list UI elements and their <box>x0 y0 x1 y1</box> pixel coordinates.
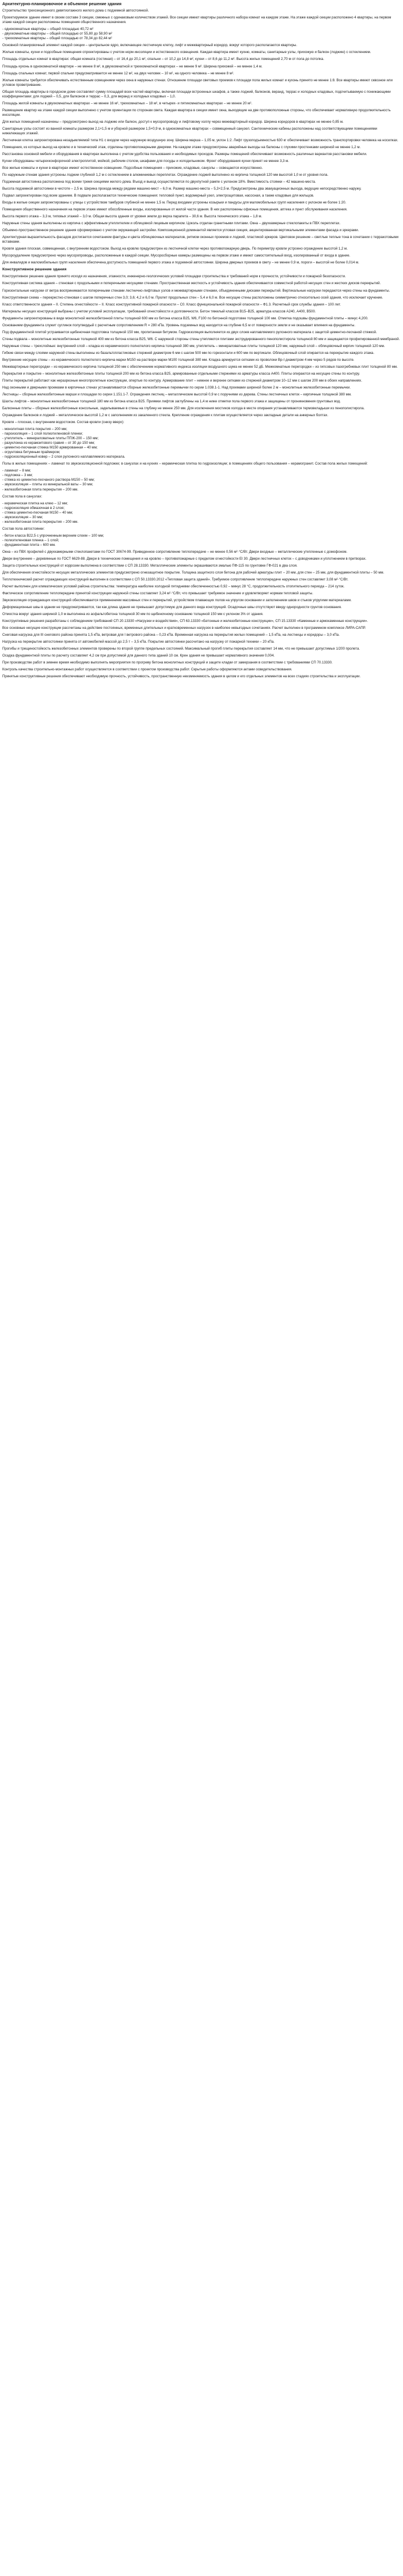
paragraph: Фактическое сопротивление теплопередаче принятой конструкции наружной стены составляет 3,24 м²·°С/Вт, что превышает требуемое значение и удовлетворяет нормам тепловой защиты. <box>2 591 313 596</box>
paragraph: Осадка фундаментной плиты по расчету составляет 4,2 см при допустимой для данного типа зданий 10 см. Крен здания не превышает нормативного значения 0,004. <box>2 654 275 658</box>
list-item: - стяжка из цементно-песчаного раствора М150 – 50 мм; <box>2 478 95 482</box>
paragraph: Окна – из ПВХ профилей с двухкамерными стеклопакетами по ГОСТ 30674-99. Приведенное сопротивление теплопередаче – не менее 0,56 м²·°С/Вт. Двери входные – металлические утепленные с домофоном. <box>2 549 348 554</box>
paragraph: По наружным стенам здания устроены лоджии глубиной 1,2 м с остеклением в алюминиевых переплетах. Ограждение лоджий выполнено из кирпича толщиной 120 мм высотой 1,0 м от уровня пола. <box>2 173 329 178</box>
paragraph: Расчет выполнен для климатических условий района строительства: температура наиболее холодной пятидневки обеспеченностью 0,92 – минус 28 °С, продолжительность отопительного периода – 214 суток. <box>2 584 345 589</box>
paragraph: Наружные стены здания выполнены из кирпича с эффективным утеплителем и облицовкой лицевым кирпичом. Цоколь отделан гранитными плитами. Окна – двухкамерные стеклопакеты в ПВХ переплетах. <box>2 221 341 226</box>
paragraph: Жилые комнаты требуется обеспечивать естественным освещением через окна в наружных стенах. Отношение площади световых проемов к площади пола жилых комнат и кухонь принято не менее 1:8. Все квартиры имеют сквозное или угловое проветривание. <box>2 78 393 87</box>
paragraph: Наружные стены – трехслойные: внутренний слой – кладка из керамического полнотелого кирпича толщиной 380 мм, утеплитель – минераловатные плиты толщиной 120 мм, наружный слой – облицовочный кирпич толщиной 120 мм. <box>2 344 385 348</box>
section-heading: Конструктивное решение здания <box>2 267 67 272</box>
paragraph: Общая площадь квартиры в городском доме составляет сумму площадей всех частей квартиры, включая площади встроенных шкафов, а также лоджий, балконов, веранд, террас и холодных кладовых, подсчитываемую с понижающими коэффициентами: для лоджий – 0,5, для балконов и террас – 0,3, для веранд и холодных кладовых – 1,0. <box>2 89 391 99</box>
paragraph: Входы в жилые секции запроектированы с улицы с устройством тамбуров глубиной не менее 1,5 м. Перед входами устроены козырьки и пандусы для маломобильных групп населения с уклоном не более 1:20. <box>2 201 347 205</box>
paragraph: Отмостка вокруг здания шириной 1,0 м выполнена из асфальтобетона толщиной 30 мм по щебеночному основанию толщиной 150 мм с уклоном 3% от здания. <box>2 612 264 617</box>
list-item: - гидроизоляция обмазочная в 2 слоя; <box>2 506 65 510</box>
paragraph: Строительство трехсекционного девятиэтажного жилого дома с подземной автостоянкой. <box>2 9 149 13</box>
paragraph: Площадь отдельных комнат в квартирах: общая комната (гостиная) – от 16,4 до 20,1 м², спальни – от 10,2 до 14,8 м², кухни – от 8,6 до 11,2 м². Высота жилых помещений 2,70 м от пола до потолка. <box>2 57 324 62</box>
paragraph: Деформационные швы в здании не предусматриваются, так как длина здания не превышает допустимую для данного вида конструкций. Осадочные швы отсутствуют ввиду однородности грунтов основания. <box>2 605 342 610</box>
list-item: - звукоизоляция – 30 мм; <box>2 515 43 519</box>
paragraph: Кровля – плоская, с внутренним водостоком. Состав кровли (снизу вверх): <box>2 420 124 425</box>
paragraph: Двери внутренние – деревянные по ГОСТ 6629-88. Двери в технические помещения и на кровлю – противопожарные с пределом огнестойкости EI 30. Двери лестничных клеток – с доводчиками и уплотнением в притворах. <box>2 556 367 561</box>
paragraph: Полы в жилых помещениях – ламинат по звукоизоляционной подложке; в санузлах и на кухнях – керамическая плитка по гидроизоляции; в помещениях общего пользования – керамогранит. Состав пола жилых помещений: <box>2 462 368 466</box>
paragraph: Лестничная клетка запроектирована незадымляемой типа Н1 с входом через наружную воздушную зону. Ширина марша – 1,05 м, уклон 1:2. Лифт грузоподъемностью 630 кг обеспечивает возможность транспортировки человека на носилках. <box>2 138 398 142</box>
paragraph: Конструктивная схема – перекрестно-стеновая с шагом поперечных стен 3,0; 3,6; 4,2 и 6,0 м. Пролет продольных стен – 5,4 и 6,0 м. Все несущие стены расположены симметрично относительно осей здания, что исключает кручение. <box>2 295 383 300</box>
paragraph: Класс ответственности здания – II. Степень огнестойкости – II. Класс конструктивной пожарной опасности – С0. Класс функциональной пожарной опасности – Ф1.3. Расчетный срок службы здания – 100 лет. <box>2 302 341 307</box>
paragraph: Звукоизоляция ограждающих конструкций обеспечивается применением массивных стен и перекрытий, устройством плавающих полов на упругом основании и заполнением швов и стыков упругими материалами. <box>2 598 352 603</box>
paragraph: Нагрузка на перекрытие автостоянки принята от автомобилей массой до 2,5 т – 3,5 кПа. Покрытие автостоянки рассчитано на нагрузку от пожарной техники – 20 кПа. <box>2 640 275 644</box>
article-body <box>2 9 401 679</box>
paragraph: Под фундаментной плитой устраивается щебеночная подготовка толщиной 150 мм, пропитанная битумом. Гидроизоляция выполняется из двух слоев наплавляемого рулонного материала с защитой цементно-песчаной стяжкой. <box>2 330 377 334</box>
paragraph: Состав пола в санузлах: <box>2 494 43 499</box>
paragraph: Санитарные узлы состоят из ванной комнаты размером 2,1×1,5 м и уборной размером 1,5×0,9 м, в однокомнатных квартирах – совмещенный санузел. Сантехнические кабины расположены над соответствующими помещениями нижележащих этажей. <box>2 126 378 135</box>
list-item: - разуклонка из керамзитового гравия – от 30 до 150 мм; <box>2 441 95 446</box>
paragraph: Горизонтальные нагрузки от ветра воспринимаются поперечными стенами лестнично-лифтовых узлов и межквартирными стенами, объединенными дисками перекрытий. Вертикальные нагрузки передаются через стены на фундаменты. <box>2 288 390 293</box>
paragraph: Прогибы и трещиностойкость железобетонных элементов проверены по второй группе предельных состояний. Максимальный прогиб плиты перекрытия составляет 14 мм, что не превышает допустимых 1/200 пролета. <box>2 647 360 651</box>
list-item: - полиэтиленовая пленка – 1 слой; <box>2 538 59 542</box>
paragraph: Контроль качества строительно-монтажных работ осуществляется в соответствии с проектом производства работ. Скрытые работы оформляются актами освидетельствования. <box>2 667 292 672</box>
list-item: - керамическая плитка на клею – 12 мм; <box>2 501 68 506</box>
paragraph: Площадь спальных комнат, первой спальни предусматривается не менее 12 м², на двух человек – 10 м², на одного человека – не менее 8 м². <box>2 71 234 76</box>
paragraph: Помещения, из которых выход на кровлю и в технический этаж, отделены противопожарными дверями. На каждом этаже предусмотрены аварийные выходы на балконы с глухими простенками шириной не менее 1,2 м. <box>2 145 361 149</box>
paragraph: Расстановка основной мебели и оборудования в квартирах выполнена с учетом удобства пользования и необходимых проходов. Размеры помещений обеспечивают возможность различных вариантов расстановки мебели. <box>2 152 367 156</box>
list-item: - огрунтовка битумным праймером; <box>2 450 60 455</box>
paragraph: Проектируемое здание имеет в своем составе 3 секции, смежных с одинаковым количеством этажей. Все секции имеют квартиры различного набора комнат на каждом этаже. На этаже каждой секции расположено 4 квартиры, на первом этаже каждой секции расположены помещения общественного назначения. <box>2 16 391 25</box>
paragraph: Для жилых помещений назначены – предусмотрено выход на лоджию или балкон, доступ к мусоропроводу и лифтовому холлу через межквартирный коридор. Ширина коридоров в квартирах не менее 0,85 м. <box>2 119 344 124</box>
list-item: - стяжка цементно-песчаная М150 – 40 мм; <box>2 510 73 515</box>
paragraph: Мусороудаление предусмотрено через мусоропроводы, расположенные в каждой секции. Мусоросборные камеры размещены на первом этаже и имеют самостоятельный вход, изолированный от входа в здание. <box>2 254 351 258</box>
paragraph: Кровля здания плоская, совмещенная, с внутренним водостоком. Выход на кровлю предусмотрен из лестничной клетки через противопожарную дверь. По периметру кровли устроено ограждение высотой 1,2 м. <box>2 247 348 251</box>
paragraph: Балконные плиты – сборные железобетонные консольные, заделываемые в стены на глубину не менее 250 мм. Для исключения мостиков холода в месте опирания устанавливаются термовкладыши из пенополистирола. <box>2 406 365 411</box>
paragraph: Состав пола автостоянки: <box>2 526 45 531</box>
document <box>0 0 403 685</box>
list-item: - подложка – 3 мм; <box>2 473 33 478</box>
page-title: Архитектурно-планировочное и объемное решение здания <box>2 2 122 6</box>
paragraph: Принятые конструктивные решения обеспечивают необходимую прочность, устойчивость, пространственную неизменяемость здания в целом и его отдельных элементов на всех стадиях строительства и эксплуатации. <box>2 674 361 679</box>
paragraph: Лестницы – сборные железобетонные марши и площадки по серии 1.151.1-7. Ограждения лестниц – металлические высотой 0,9 м с поручнями из дерева. Стены лестничных клеток – кирпичные толщиной 380 мм. <box>2 392 352 397</box>
paragraph: Все жилые комнаты и кухни в квартирах имеют естественное освещение. Подсобные помещения – прихожие, кладовые, санузлы – освещаются искусственно. <box>2 166 263 171</box>
paragraph: При производстве работ в зимнее время необходимо выполнять мероприятия по прогреву бетона монолитных конструкций и защите кладки от замерзания в соответствии с требованиями СП 70.13330. <box>2 661 333 665</box>
list-item: - трехкомнатные квартиры – общей площадью от 78,34 до 82,44 м² <box>2 36 112 41</box>
paragraph: Высота подземной автостоянки в чистоте – 2,5 м. Ширина проезда между рядами машино-мест – 6,0 м. Размер машино-места – 5,3×2,5 м. Предусмотрены два эвакуационных выхода, ведущие непосредственно наружу. <box>2 187 362 191</box>
list-item: - однокомнатные квартиры – общей площадью 40,72 м² <box>2 27 94 32</box>
list-item: - цементно-песчаная стяжка М150 армированная – 40 мм; <box>2 446 98 450</box>
list-item: - звукоизоляция – плиты из минеральной ваты – 30 мм; <box>2 482 93 487</box>
paragraph: Конструктивная система здания – стеновая с продольными и поперечными несущими стенами. Пространственная жесткость и устойчивость здания обеспечиваются совместной работой несущих стен и жестких дисков перекрытий. <box>2 281 381 286</box>
list-item: - монолитная плита покрытия – 200 мм; <box>2 427 67 432</box>
paragraph: Фундаменты запроектированы в виде монолитной железобетонной плиты толщиной 600 мм из бетона класса B25, W6, F100 по бетонной подготовке толщиной 100 мм. Отметка подошвы фундаментной плиты – минус 4,200. <box>2 316 368 320</box>
paragraph: Межквартирные перегородки – из керамического кирпича толщиной 250 мм с обеспечением нормативного индекса изоляции воздушного шума не менее 52 дБ. Межкомнатные перегородки – из гипсовых пазогребневых плит толщиной 80 мм. <box>2 364 398 369</box>
paragraph: Гибкие связи между слоями наружной стены выполнены из базальтопластиковых стержней диаметром 6 мм с шагом 500 мм по горизонтали и 600 мм по вертикали. Облицовочный слой опирается на перекрытие каждого этажа. <box>2 350 375 355</box>
paragraph: Помещения общественного назначения на первом этаже имеют обособленные входы, изолированные от жилой части здания. В них расположены офисные помещения, аптека и пункт обслуживания населения. <box>2 208 348 212</box>
paragraph: Подвал запроектирован под всем зданием. В подвале располагаются технические помещения: тепловой пункт, водомерный узел, электрощитовая, насосная, а также кладовые для жильцов. <box>2 194 314 198</box>
list-item: - железобетонная плита перекрытия – 200 мм. <box>2 519 78 524</box>
list-item: - фундаментная плита – 600 мм. <box>2 542 56 547</box>
list-item: - бетон класса B22,5 с упрочненным верхним слоем – 100 мм; <box>2 533 104 538</box>
paragraph: Для обеспечения огнестойкости несущих металлических элементов предусмотрено огнезащитное покрытие. Толщина защитного слоя бетона для рабочей арматуры плит – 20 мм, для стен – 25 мм, для фундаментной плиты – 50 мм. <box>2 570 385 575</box>
paragraph: Все основные несущие конструкции рассчитаны на действие постоянных, временных длительных и кратковременных нагрузок в наиболее невыгодных сочетаниях. Расчет выполнен в программном комплексе ЛИРА-САПР. <box>2 626 366 631</box>
paragraph: Жилые комнаты, кухни и подсобные помещения спроектированы с учетом норм инсоляции и естественного освещения. Каждая квартира имеет кухню, комнаты, санитарные узлы, прихожую и балкон (лоджию) с остеклением. <box>2 50 371 55</box>
paragraph: Стены подвала – монолитные железобетонные толщиной 400 мм из бетона класса B25, W6. С наружной стороны стены утепляются плитами экструдированного пенополистирола толщиной 80 мм и защищаются профилированной мембраной. <box>2 337 400 341</box>
paragraph: Внутренние несущие стены – из керамического полнотелого кирпича марки М150 на растворе марки М100 толщиной 380 мм. Кладка армируется сетками из проволоки Вр-I диаметром 4 мм через 5 рядов по высоте. <box>2 357 355 362</box>
paragraph: Материалы несущих конструкций выбраны с учетом условий эксплуатации, требований огнестойкости и долговечности. Бетон тяжелый классов B15–B25, арматура классов А240, А400, В500. <box>2 309 316 314</box>
paragraph: Конструктивные решения разработаны с соблюдением требований СП 20.13330 «Нагрузки и воздействия», СП 63.13330 «Бетонные и железобетонные конструкции», СП 15.13330 «Каменные и армокаменные конструкции». <box>2 619 368 624</box>
paragraph: Для инвалидов и маломобильных групп населения обеспечена доступность помещений первого этажа и подземной автостоянки. Ширина дверных проемов в свету – не менее 0,9 м, пороги – высотой не более 0,014 м. <box>2 261 359 265</box>
paragraph: Высота первого этажа – 3,3 м, типовых этажей – 3,0 м. Общая высота здания от уровня земли до верха парапета – 30,6 м. Высота технического этажа – 1,8 м. <box>2 214 263 219</box>
list-item: - железобетонная плита перекрытия – 200 мм. <box>2 487 78 492</box>
paragraph: Размещение квартир на этаже каждой секции выполнено с учетом ориентации по сторонам света. Каждая квартира в секции имеет окна, выходящие на две противоположные стороны, что обеспечивает нормативную продолжительность инсоляции. <box>2 108 391 117</box>
list-item: - пароизоляция – 1 слой полиэтиленовой пленки; <box>2 432 83 436</box>
paragraph: Теплотехнический расчет ограждающих конструкций выполнен в соответствии с СП 50.13330.2012 «Тепловая защита зданий». Требуемое сопротивление теплопередаче наружных стен составляет 3,08 м²·°С/Вт. <box>2 577 348 582</box>
paragraph: Защита строительных конструкций от коррозии выполнена в соответствии с СП 28.13330. Металлические элементы окрашиваются эмалью ПФ-115 по грунтовке ГФ-021 в два слоя. <box>2 563 298 568</box>
paragraph: Объемно-пространственное решение здания сформировано с учетом окружающей застройки. Композиционной доминантой является угловая секция, акцентированная вертикальными элементами фасада и эркерами. <box>2 228 359 233</box>
list-item: - ламинат – 8 мм; <box>2 469 31 473</box>
paragraph: Перекрытия и покрытие – монолитные железобетонные плиты толщиной 200 мм из бетона класса B25, армированные отдельными стержнями из арматуры класса А400. Плиты опираются на несущие стены по контуру. <box>2 371 360 376</box>
paragraph: Архитектурная выразительность фасадов достигается сочетанием фактуры и цвета облицовочных материалов, ритмом оконных проемов и лоджий, пластикой эркеров. Цветовое решение – светлые теплые тона в сочетании с терракотовыми вставками. <box>2 235 399 244</box>
paragraph: Плиты перекрытий работают как неразрезные многопролетные конструкции, опертые по контуру. Армирование плит – нижнее и верхнее сетками из стержней диаметром 10–12 мм с шагом 200 мм в обоих направлениях. <box>2 378 362 383</box>
paragraph: Подземная автостоянка расположена под всеми тремя секциями жилого дома. Въезд и выезд осуществляются по двухпутной рампе с уклоном 18%. Вместимость стоянки – 42 машино-места. <box>2 180 316 184</box>
paragraph: Ограждение балконов и лоджий – металлическое высотой 1,2 м с заполнением из закаленного стекла. Крепление ограждения к плитам осуществляется через закладные детали на анкерных болтах. <box>2 413 329 418</box>
list-item: - двухкомнатные квартиры – общей площадью от 55,80 до 58,90 м² <box>2 32 112 36</box>
paragraph: Конструктивное решение здания принято исходя из назначения, этажности, инженерно-геологических условий площадки строительства и требований норм к прочности, устойчивости и пожарной безопасности. <box>2 274 346 279</box>
paragraph: Снеговая нагрузка для III снегового района принята 1,5 кПа, ветровая для I ветрового района – 0,23 кПа. Временная нагрузка на перекрытия жилых помещений – 1,5 кПа, на лестницы и коридоры – 3,0 кПа. <box>2 633 340 638</box>
paragraph: Основанием фундамента служит суглинок полутвердый с расчетным сопротивлением R = 280 кПа. Уровень подземных вод находится на глубине 6,5 м от поверхности земли и не оказывает влияния на фундаменты. <box>2 323 356 327</box>
paragraph: Кухни оборудованы четырехконфорочной электроплитой, мойкой, рабочим столом, шкафами для посуды и холодильником. Фронт оборудования кухни принят не менее 3,3 м. <box>2 159 289 163</box>
paragraph: Площадь кухонь в однокомнатной квартире – не менее 8 м², в двухкомнатной и трехкомнатной квартирах – не менее 9 м². Ширина прихожей – не менее 1,4 м. <box>2 64 263 69</box>
list-item: - утеплитель – минераловатные плиты ППЖ-200 – 150 мм; <box>2 436 99 441</box>
paragraph: Шахты лифтов – монолитные железобетонные толщиной 180 мм из бетона класса B25. Приямки лифтов заглублены на 1,4 м ниже отметки пола первого этажа и защищены от проникновения грунтовых вод. <box>2 399 341 404</box>
paragraph: Площадь жилой комнаты в двухкомнатных квартирах – не менее 16 м², трехкомнатных – 18 м², в четырех- и пятикомнатных квартирах – не менее 20 м². <box>2 101 253 105</box>
list-item: - гидроизоляционный ковер – 2 слоя рулонного наплавляемого материала. <box>2 455 126 459</box>
paragraph: Основной планировочный элемент каждой секции – центральное ядро, включающее лестничную клетку, лифт и межквартирный коридор, вокруг которого располагаются квартиры. <box>2 43 298 48</box>
paragraph: Над оконными и дверными проемами в кирпичных стенах устанавливаются сборные железобетонные перемычки по серии 1.038.1-1. Над проемами шириной более 2 м – монолитные железобетонные перемычки. <box>2 385 351 390</box>
